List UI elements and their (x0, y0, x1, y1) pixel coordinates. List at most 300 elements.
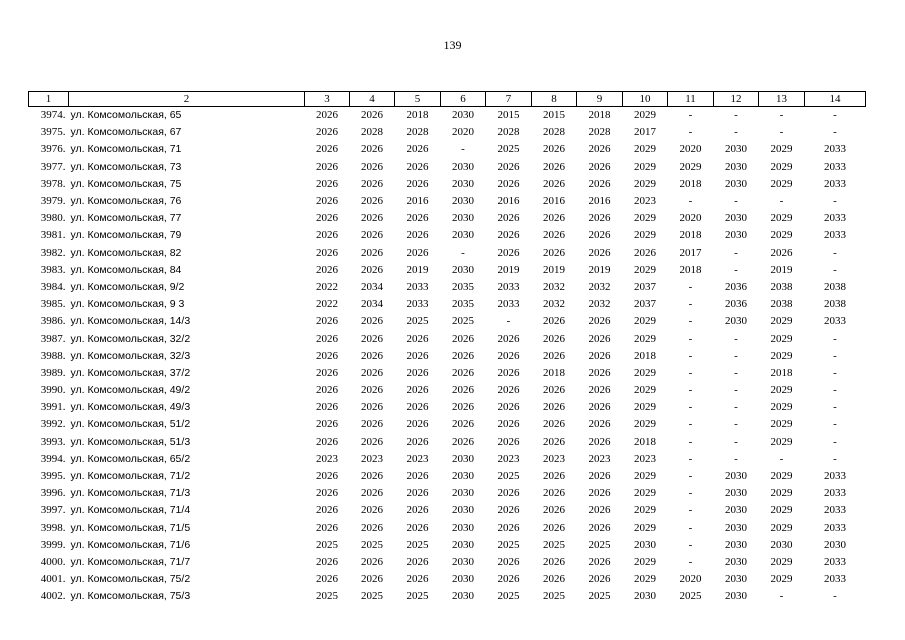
table-cell: 2029 (634, 573, 656, 586)
table-cell: 2026 (361, 487, 383, 500)
table-cell: 2018 (543, 366, 565, 379)
row-number: 4002. (40, 590, 66, 603)
table-cell: 2026 (316, 229, 338, 242)
row-address: ул. Комсомольская, 84 (70, 263, 182, 276)
table-cell: 2038 (824, 298, 846, 311)
row-address: ул. Комсомольская, 49/2 (70, 384, 191, 397)
table-cell: 2025 (406, 315, 429, 328)
table-cell: 2029 (770, 470, 793, 483)
row-number: 3998. (40, 521, 66, 534)
table-cell: - (833, 126, 837, 139)
table-cell: 2026 (543, 435, 565, 448)
table-cell: 2026 (361, 177, 383, 190)
table-cell: 2030 (725, 177, 747, 190)
table-cell: - (688, 470, 693, 483)
table-cell: 2029 (634, 487, 656, 500)
table-cell: 2026 (497, 401, 520, 414)
table-cell: 2020 (452, 126, 474, 139)
table-cell: 2026 (361, 143, 383, 156)
page-number: 139 (443, 38, 462, 52)
table-row (29, 468, 866, 485)
table-cell: 2026 (497, 504, 520, 517)
table-cell: 2026 (406, 366, 429, 379)
table-cell: 2026 (543, 573, 565, 586)
table-cell: 2026 (497, 521, 520, 534)
table-cell: 2026 (316, 366, 338, 379)
row-address: ул. Комсомольская, 14/3 (70, 315, 191, 328)
table-cell: 2029 (634, 332, 656, 345)
row-number: 3986. (40, 315, 66, 328)
table-cell: 2029 (770, 401, 793, 414)
table-cell: 2026 (361, 109, 383, 122)
table-cell: - (506, 315, 511, 328)
table-cell: 2026 (406, 418, 429, 431)
row-address: ул. Комсомольская, 65/2 (70, 452, 191, 465)
table-row (29, 399, 866, 416)
table-row (29, 262, 866, 279)
table-cell: - (461, 246, 465, 259)
table-cell: 2029 (634, 504, 656, 517)
table-cell: - (688, 452, 693, 465)
table-cell: 2029 (770, 143, 793, 156)
table-cell: 2030 (452, 555, 474, 568)
table-cell: 2026 (543, 487, 565, 500)
table-cell: 2017 (634, 126, 656, 139)
table-cell: 2030 (452, 452, 474, 465)
row-address: ул. Комсомольская, 49/3 (70, 401, 191, 414)
table-cell: 2026 (406, 212, 429, 225)
table-cell: 2026 (588, 418, 611, 431)
table-cell: 2019 (770, 263, 793, 276)
table-cell: 2038 (770, 298, 793, 311)
table-cell: 2026 (406, 332, 429, 345)
table-cell: 2033 (824, 521, 846, 534)
table-cell: 2026 (406, 160, 429, 173)
table-cell: 2029 (634, 470, 656, 483)
table-row (29, 210, 866, 227)
table-cell: 2029 (634, 160, 656, 173)
table-cell: 2030 (452, 160, 474, 173)
table-cell: 2030 (725, 160, 747, 173)
row-address: ул. Комсомольская, 65 (70, 109, 182, 122)
table-cell: 2020 (679, 212, 702, 225)
row-number: 3987. (40, 332, 66, 345)
table-cell: - (688, 195, 693, 208)
table-row (29, 537, 866, 554)
row-number: 3984. (40, 280, 66, 293)
table-cell: 2026 (361, 384, 383, 397)
table-cell: 2026 (316, 143, 338, 156)
row-number: 3982. (40, 246, 66, 259)
column-header: 7 (486, 92, 532, 107)
table-cell: 2033 (824, 229, 846, 242)
table-cell: - (688, 349, 693, 362)
table-cell: 2030 (634, 590, 656, 603)
table-cell: 2030 (725, 555, 747, 568)
table-cell: 2026 (406, 470, 429, 483)
table-cell: 2026 (406, 246, 429, 259)
table-cell: 2030 (452, 487, 474, 500)
table-cell: 2029 (634, 212, 656, 225)
table-cell: 2026 (361, 349, 383, 362)
table-cell: - (734, 366, 738, 379)
table-cell: 2018 (679, 263, 702, 276)
table-cell: - (688, 126, 693, 139)
table-cell: 2026 (452, 401, 474, 414)
table-cell: 2035 (452, 298, 474, 311)
table-cell: 2028 (588, 126, 611, 139)
table-cell: - (461, 143, 465, 156)
row-number: 3979. (40, 195, 66, 208)
table-cell: 2029 (770, 315, 793, 328)
column-header: 12 (714, 92, 759, 107)
table-cell: 2026 (588, 555, 611, 568)
row-number: 3993. (40, 435, 66, 448)
table-cell: 2032 (543, 298, 565, 311)
row-address: ул. Комсомольская, 71/7 (70, 555, 191, 568)
table-cell: 2034 (361, 298, 383, 311)
row-address: ул. Комсомольская, 32/2 (70, 332, 191, 345)
table-cell: - (833, 401, 837, 414)
table-cell: 2030 (725, 470, 747, 483)
table-cell: 2026 (543, 332, 565, 345)
row-address: ул. Комсомольская, 71/2 (70, 470, 191, 483)
table-cell: - (734, 126, 738, 139)
table-cell: 2029 (770, 212, 793, 225)
table-cell: 2026 (588, 521, 611, 534)
table-cell: 2026 (452, 418, 474, 431)
table-cell: 2026 (497, 384, 520, 397)
table-cell: 2026 (543, 349, 565, 362)
table-cell: 2029 (679, 160, 702, 173)
column-header: 11 (668, 92, 714, 107)
table-cell: 2018 (588, 109, 611, 122)
table-cell: 2033 (824, 177, 846, 190)
table-cell: 2018 (634, 349, 656, 362)
table-cell: 2026 (316, 573, 338, 586)
table-cell: 2015 (543, 109, 565, 122)
table-cell: 2030 (452, 504, 474, 517)
table-cell: 2026 (361, 418, 383, 431)
table-cell: 2030 (452, 590, 474, 603)
column-header: 2 (69, 92, 305, 107)
row-address: ул. Комсомольская, 9 3 (70, 298, 185, 311)
table-cell: 2026 (588, 229, 611, 242)
table-cell: 2030 (452, 573, 474, 586)
table-cell: 2026 (497, 212, 520, 225)
row-number: 3981. (40, 229, 66, 242)
table-cell: - (688, 280, 693, 293)
table-cell: 2026 (361, 332, 383, 345)
row-address: ул. Комсомольская, 71/6 (70, 538, 191, 551)
table-cell: 2026 (406, 521, 429, 534)
row-number: 3994. (40, 452, 66, 465)
row-address: ул. Комсомольская, 67 (70, 126, 182, 139)
table-cell: 2016 (588, 195, 611, 208)
table-cell: 2026 (361, 195, 383, 208)
table-cell: 2026 (361, 366, 383, 379)
table-cell: 2032 (543, 280, 565, 293)
table-cell: 2026 (361, 504, 383, 517)
table-cell: 2026 (452, 349, 474, 362)
table-cell: 2026 (361, 315, 383, 328)
table-cell: 2032 (588, 298, 611, 311)
table-row (29, 434, 866, 451)
table-cell: 2026 (497, 332, 520, 345)
row-address: ул. Комсомольская, 71/4 (70, 504, 191, 517)
table-cell: 2026 (361, 229, 383, 242)
table-cell: 2026 (543, 555, 565, 568)
table-cell: 2026 (588, 160, 611, 173)
table-cell: - (734, 401, 738, 414)
table-cell: 2029 (770, 487, 793, 500)
table-cell: 2026 (316, 487, 338, 500)
table-row (29, 451, 866, 468)
table-cell: 2030 (634, 538, 656, 551)
table-row (29, 485, 866, 502)
column-header: 13 (759, 92, 805, 107)
table-cell: 2029 (634, 366, 656, 379)
table-cell: - (779, 195, 784, 208)
table-cell: 2029 (634, 418, 656, 431)
table-cell: 2025 (316, 590, 338, 603)
row-address: ул. Комсомольская, 75 (70, 177, 182, 190)
table-cell: - (734, 452, 738, 465)
table-cell: 2026 (588, 401, 611, 414)
table-cell: - (688, 521, 693, 534)
table-cell: 2033 (824, 555, 846, 568)
table-cell: - (833, 246, 837, 259)
table-cell: 2026 (361, 573, 383, 586)
row-number: 3978. (40, 177, 66, 190)
table-cell: 2030 (725, 590, 747, 603)
table-cell: 2033 (824, 504, 846, 517)
table-row (29, 279, 866, 296)
table-cell: 2025 (497, 143, 520, 156)
table-cell: - (734, 195, 738, 208)
table-row (29, 365, 866, 382)
table-cell: 2026 (543, 212, 565, 225)
table-cell: 2020 (679, 573, 702, 586)
table-cell: 2038 (770, 280, 793, 293)
row-number: 3991. (40, 401, 66, 414)
table-cell: - (833, 195, 837, 208)
table-cell: 2026 (588, 470, 611, 483)
table-cell: 2026 (543, 315, 565, 328)
table-cell: 2029 (634, 315, 656, 328)
table-cell: 2026 (406, 555, 429, 568)
table-cell: 2030 (725, 538, 747, 551)
table-cell: 2026 (361, 555, 383, 568)
table-cell: 2026 (406, 349, 429, 362)
table-cell: 2026 (361, 435, 383, 448)
table-cell: - (833, 263, 837, 276)
column-header: 3 (305, 92, 350, 107)
table-row (29, 348, 866, 365)
table-cell: 2026 (543, 229, 565, 242)
table-cell: 2033 (824, 470, 846, 483)
table-row (29, 227, 866, 244)
table-cell: 2022 (316, 280, 338, 293)
table-cell: 2026 (316, 504, 338, 517)
row-number: 3999. (40, 538, 66, 551)
table-cell: 2026 (497, 573, 520, 586)
table-cell: 2033 (824, 143, 846, 156)
row-address: ул. Комсомольская, 76 (70, 195, 182, 208)
table-cell: - (779, 126, 784, 139)
table-cell: 2025 (452, 315, 474, 328)
table-cell: - (779, 452, 784, 465)
table-cell: - (688, 298, 693, 311)
table-cell: 2029 (634, 143, 656, 156)
table-cell: 2026 (361, 160, 383, 173)
table-cell: 2026 (316, 315, 338, 328)
table-cell: 2025 (316, 538, 338, 551)
table-cell: 2026 (588, 384, 611, 397)
table-cell: 2018 (679, 229, 702, 242)
table-cell: 2026 (497, 555, 520, 568)
table-cell: 2026 (406, 177, 429, 190)
table-cell: 2026 (316, 109, 338, 122)
row-address: ул. Комсомольская, 37/2 (70, 366, 191, 379)
table-cell: 2026 (588, 177, 611, 190)
row-number: 3989. (40, 366, 66, 379)
table-cell: 2026 (406, 384, 429, 397)
table-cell: 2026 (361, 521, 383, 534)
row-number: 3980. (40, 212, 66, 225)
table-cell: 2026 (316, 263, 338, 276)
table-cell: 2026 (316, 555, 338, 568)
table-row (29, 416, 866, 433)
table-cell: 2029 (770, 349, 793, 362)
table-cell: 2026 (588, 504, 611, 517)
table-cell: - (833, 349, 837, 362)
row-number: 3995. (40, 470, 66, 483)
table-cell: - (833, 590, 837, 603)
table-cell: 2030 (725, 143, 747, 156)
table-cell: 2033 (824, 487, 846, 500)
table-cell: 2016 (543, 195, 565, 208)
table-cell: 2026 (770, 246, 793, 259)
table-cell: 2026 (543, 246, 565, 259)
table-cell: 2030 (452, 521, 474, 534)
table-cell: - (688, 366, 693, 379)
table-cell: 2026 (634, 246, 656, 259)
row-number: 3985. (40, 298, 66, 311)
table-cell: - (734, 246, 738, 259)
table-cell: 2026 (588, 246, 611, 259)
row-address: ул. Комсомольская, 77 (70, 212, 182, 225)
table-cell: 2033 (824, 315, 846, 328)
table-cell: 2029 (634, 384, 656, 397)
table-cell: 2029 (770, 418, 793, 431)
table-cell: 2026 (497, 229, 520, 242)
table-cell: 2026 (316, 470, 338, 483)
table-cell: 2026 (588, 212, 611, 225)
row-number: 3997. (40, 504, 66, 517)
table-cell: - (734, 384, 738, 397)
table-cell: 2033 (497, 280, 520, 293)
table-header-row (29, 92, 866, 107)
table-cell: 2028 (406, 126, 429, 139)
table-cell: - (734, 435, 738, 448)
table-cell: - (833, 366, 837, 379)
table-cell: - (688, 109, 693, 122)
table-cell: 2030 (452, 177, 474, 190)
table-cell: 2033 (824, 573, 846, 586)
table-cell: 2026 (543, 504, 565, 517)
table-cell: 2026 (406, 229, 429, 242)
table-cell: 2033 (406, 298, 429, 311)
table-cell: 2026 (452, 332, 474, 345)
table-cell: 2020 (679, 143, 702, 156)
table-row (29, 588, 866, 605)
row-address: ул. Комсомольская, 71/5 (70, 521, 191, 534)
table-cell: 2029 (634, 555, 656, 568)
table-cell: 2029 (634, 521, 656, 534)
table-cell: 2029 (634, 177, 656, 190)
table-cell: 2026 (543, 470, 565, 483)
table-cell: 2019 (406, 263, 429, 276)
table-cell: 2035 (452, 280, 474, 293)
table-cell: 2018 (679, 177, 702, 190)
table-cell: 2026 (543, 384, 565, 397)
table-cell: 2030 (725, 521, 747, 534)
table-cell: 2038 (824, 280, 846, 293)
table-cell: 2030 (770, 538, 793, 551)
table-cell: 2030 (452, 212, 474, 225)
table-cell: 2029 (770, 384, 793, 397)
table-cell: - (688, 555, 693, 568)
row-number: 3983. (40, 263, 66, 276)
table-cell: 2037 (634, 298, 656, 311)
data-table (28, 91, 866, 605)
table-cell: 2025 (406, 538, 429, 551)
table-cell: - (833, 384, 837, 397)
table-cell: 2023 (316, 452, 338, 465)
table-cell: 2016 (406, 195, 429, 208)
table-cell: 2023 (634, 452, 656, 465)
table-cell: 2029 (770, 555, 793, 568)
table-cell: 2030 (452, 470, 474, 483)
table-cell: - (688, 315, 693, 328)
table-cell: 2033 (406, 280, 429, 293)
table-cell: 2030 (452, 538, 474, 551)
table-cell: 2022 (316, 298, 338, 311)
table-row (29, 571, 866, 588)
table-cell: 2026 (316, 195, 338, 208)
table-cell: 2030 (725, 229, 747, 242)
column-header: 1 (29, 92, 69, 107)
table-cell: - (833, 452, 837, 465)
table-cell: - (779, 590, 784, 603)
table-cell: 2037 (634, 280, 656, 293)
table-cell: 2030 (452, 195, 474, 208)
row-address: ул. Комсомольская, 71 (70, 143, 182, 156)
table-cell: 2026 (497, 487, 520, 500)
table-cell: 2023 (406, 452, 429, 465)
table-cell: 2030 (725, 504, 747, 517)
table-cell: 2026 (316, 332, 338, 345)
table-cell: 2025 (361, 590, 383, 603)
table-cell: 2030 (452, 263, 474, 276)
row-number: 3977. (40, 160, 66, 173)
table-cell: 2026 (588, 332, 611, 345)
row-number: 3988. (40, 349, 66, 362)
row-address: ул. Комсомольская, 51/3 (70, 435, 191, 448)
table-cell: - (734, 332, 738, 345)
table-cell: - (833, 418, 837, 431)
